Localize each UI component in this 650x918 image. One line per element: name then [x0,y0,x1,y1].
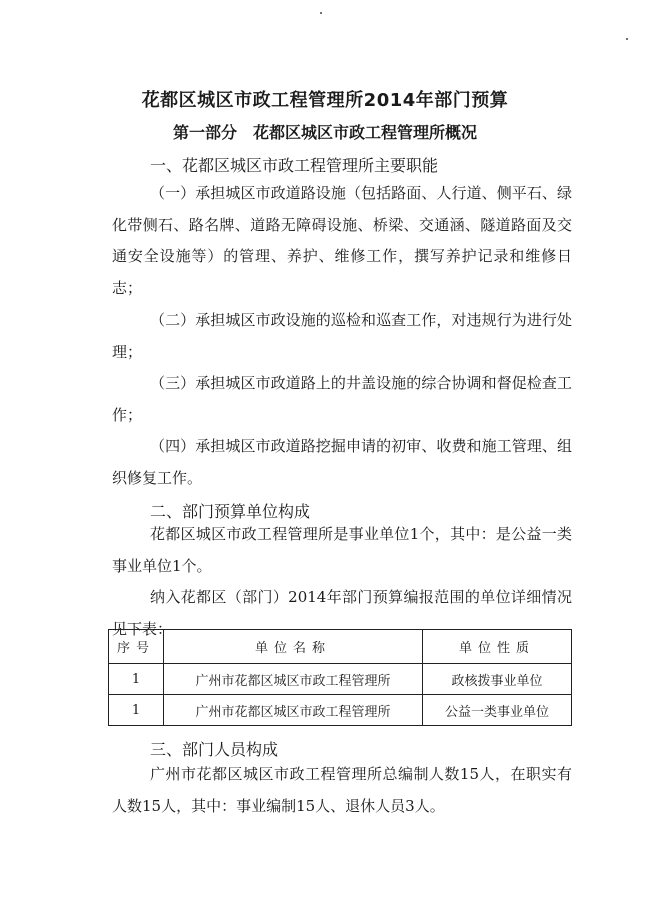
duty-paragraph: （四）承担城区市政道路挖掘申请的初审、收费和施工管理、组织修复工作。 [112,437,572,487]
document-title: 花都区城区市政工程管理所2014年部门预算 [141,90,509,111]
section-heading-units: 二、部门预算单位构成 [150,502,311,521]
part-heading: 第一部分 花都区城区市政工程管理所概况 [172,123,477,142]
table-cell: 1 [109,664,164,695]
table-cell: 公益一类事业单位 [423,695,572,726]
section-heading-staff: 三、部门人员构成 [150,740,279,759]
units-table-intro: 纳入花都区（部门）2014年部门预算编报范围的单位详细情况见下表： [112,588,572,638]
table-row [109,695,572,726]
scan-speck [626,38,628,40]
table-row [109,664,572,695]
table-header-row [109,630,572,664]
table-header-cell: 单位名称 [164,630,423,664]
duty-paragraph: （三）承担城区市政道路上的井盖设施的综合协调和督促检查工作； [112,374,572,424]
duty-paragraph: （一）承担城区市政道路设施（包括路面、人行道、侧平石、绿化带侧石、路名牌、道路无障碍设施、桥梁、交通涵、隧道路面及交通安全设施等）的管理、养护、维修工作，撰写养护记录和维修日志； [112,184,572,297]
table-cell: 政核拨事业单位 [423,664,572,695]
table-header-cell: 单位性质 [423,630,572,664]
duty-paragraph: （二）承担城区市政设施的巡检和巡查工作，对违规行为进行处理； [112,311,572,361]
scan-speck [320,12,322,14]
section-heading-functions: 一、花都区城区市政工程管理所主要职能 [150,156,439,175]
table-cell: 广州市花都区城区市政工程管理所 [164,664,423,695]
staff-paragraph: 广州市花都区城区市政工程管理所总编制人数15人，在职实有人数15人，其中：事业编制15人、退休人员3人。 [112,765,572,815]
table-cell: 广州市花都区城区市政工程管理所 [164,695,423,726]
units-paragraph: 花都区城区市政工程管理所是事业单位1个，其中：是公益一类事业单位1个。 [112,525,572,575]
units-table [108,629,572,726]
table-cell: 1 [109,695,164,726]
table-header-cell: 序号 [109,630,164,664]
